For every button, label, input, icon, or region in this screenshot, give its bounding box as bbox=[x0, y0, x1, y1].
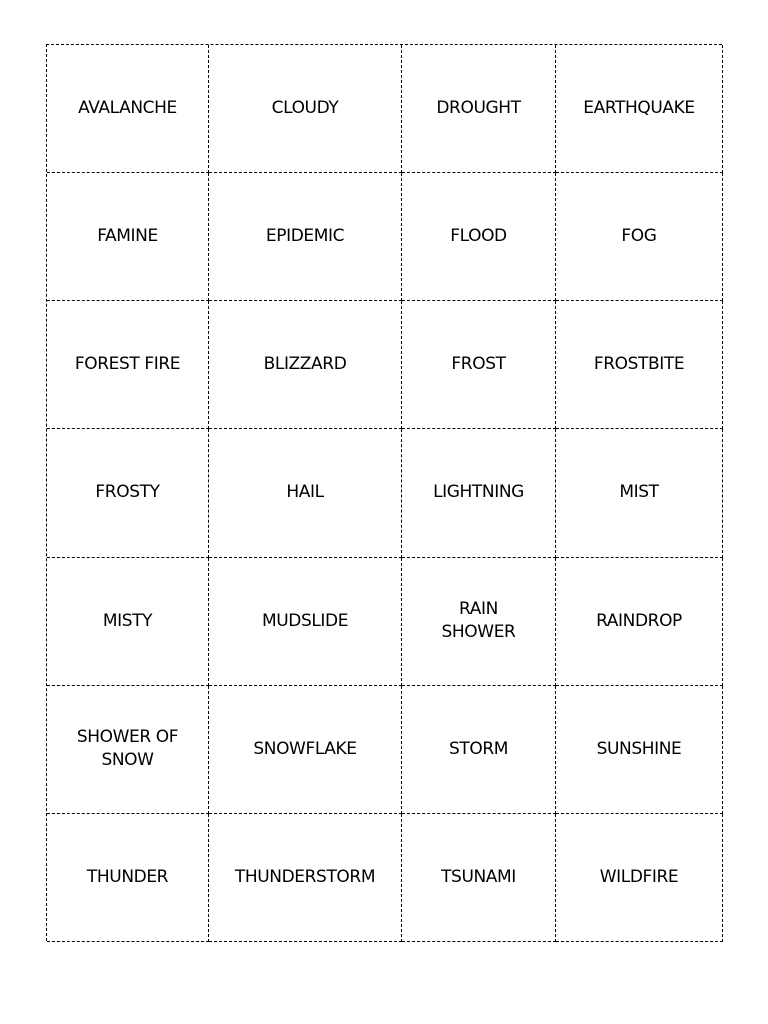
word-card-label: AVALANCHE bbox=[78, 98, 177, 119]
word-card-label: FROSTBITE bbox=[593, 354, 685, 375]
word-card bbox=[47, 429, 209, 557]
word-card bbox=[209, 686, 402, 814]
word-card bbox=[402, 301, 556, 429]
word-card bbox=[47, 173, 209, 301]
word-card bbox=[209, 429, 402, 557]
word-card-label: LIGHTNING bbox=[433, 482, 524, 503]
word-card-label: WILDFIRE bbox=[599, 866, 679, 887]
word-card-label: DROUGHT bbox=[436, 98, 521, 119]
word-card-label: MISTY bbox=[102, 610, 153, 631]
word-card-label: FROST bbox=[451, 354, 506, 375]
word-card-label: SHOWER OF SNOW bbox=[76, 727, 179, 771]
word-card-label: RAIN SHOWER bbox=[441, 599, 516, 643]
word-card-label: FAMINE bbox=[97, 226, 158, 247]
word-card bbox=[402, 558, 556, 686]
word-card bbox=[402, 686, 556, 814]
word-card-label: CLOUDY bbox=[271, 98, 339, 119]
word-card-label: FOG bbox=[621, 226, 657, 247]
word-card bbox=[209, 558, 402, 686]
word-card bbox=[47, 814, 209, 942]
word-card bbox=[47, 45, 209, 173]
word-card-label: MUDSLIDE bbox=[261, 610, 349, 631]
word-card-label: SUNSHINE bbox=[596, 738, 682, 759]
word-card-label: FLOOD bbox=[450, 226, 507, 247]
word-card bbox=[402, 45, 556, 173]
word-card bbox=[209, 45, 402, 173]
word-card-label: STORM bbox=[448, 738, 509, 759]
word-card bbox=[47, 686, 209, 814]
word-card-label: HAIL bbox=[286, 482, 324, 503]
word-card-label: BLIZZARD bbox=[263, 354, 347, 375]
word-card-grid bbox=[46, 44, 722, 941]
word-card-label: THUNDERSTORM bbox=[234, 866, 376, 887]
word-card bbox=[47, 558, 209, 686]
word-card-label: EARTHQUAKE bbox=[583, 98, 695, 119]
word-card bbox=[209, 301, 402, 429]
word-card-label: RAINDROP bbox=[596, 610, 682, 631]
word-card bbox=[556, 301, 723, 429]
word-card bbox=[556, 814, 723, 942]
word-card-label: SNOWFLAKE bbox=[253, 738, 357, 759]
word-card bbox=[209, 173, 402, 301]
word-card-label: EPIDEMIC bbox=[265, 226, 345, 247]
word-card bbox=[556, 173, 723, 301]
word-card bbox=[47, 301, 209, 429]
word-card-label: FROSTY bbox=[95, 482, 160, 503]
word-card-label: TSUNAMI bbox=[441, 866, 516, 887]
word-card-label: MIST bbox=[619, 482, 659, 503]
word-card bbox=[402, 173, 556, 301]
word-card bbox=[402, 429, 556, 557]
word-card bbox=[209, 814, 402, 942]
word-card bbox=[556, 558, 723, 686]
word-card bbox=[556, 686, 723, 814]
word-card bbox=[402, 814, 556, 942]
word-card bbox=[556, 429, 723, 557]
word-card-label: THUNDER bbox=[86, 866, 169, 887]
word-card bbox=[556, 45, 723, 173]
word-card-label: FOREST FIRE bbox=[74, 354, 181, 375]
